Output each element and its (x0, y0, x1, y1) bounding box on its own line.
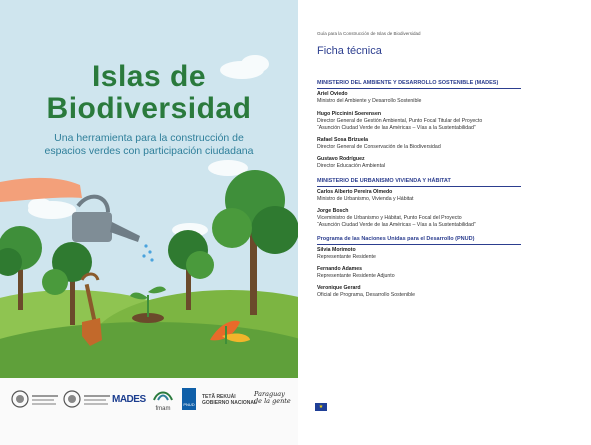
credit-role: Representante Residente Adjunto (317, 273, 395, 279)
slogan-logo (254, 391, 291, 405)
running-head: Guía para la Construcción de Islas de Biodiversidad (317, 31, 421, 36)
credit-entry (317, 189, 547, 203)
credit-entry (317, 247, 547, 261)
gobierno-line1: TETÃ REKUÁI (202, 394, 236, 400)
page-title: Ficha técnica (317, 45, 382, 57)
credit-role: Director Educación Ambiental (317, 163, 386, 169)
undp-label: PNUD (183, 402, 195, 407)
credit-name: Hugo Piccinini Soerensen (317, 111, 381, 117)
credit-role: Representante Residente (317, 254, 376, 260)
credit-entry (317, 91, 547, 105)
credit-name: Carlos Alberto Pereira Olmedo (317, 189, 393, 195)
credit-name: Fernando Adames (317, 266, 363, 272)
slogan-line2: de la gente (254, 397, 291, 405)
garden-illustration (0, 0, 298, 378)
credit-role: Oficial de Programa, Desarrollo Sostenible (317, 292, 416, 298)
slogan-line1: Paraguay (254, 390, 285, 398)
credit-name: Silvia Morimoto (317, 247, 356, 253)
ficha-tecnica-page (298, 0, 591, 445)
cover-subtitle-line2: espacios verdes con participación ciudadana (44, 145, 254, 157)
seal-logo-2 (62, 388, 112, 415)
credit-entry (317, 285, 547, 299)
section-heading-pnud: Programa de las Naciones Unidas para el Desarrollo (PNUD) (317, 236, 521, 245)
credit-role: Director General de Conservación de la Biodiversidad (317, 144, 441, 150)
seal-logo-1 (10, 388, 60, 415)
mades-logo: MADES (112, 394, 146, 405)
credit-entry (317, 156, 547, 170)
fmam-label: fmam (155, 406, 171, 412)
credit-name: Ariel Oviedo (317, 91, 348, 97)
credit-name: Jorge Bosch (317, 208, 349, 214)
cover-illustration (0, 0, 298, 378)
credit-entry (317, 266, 547, 280)
credit-role: “Asunción Ciudad Verde de las Américas – Vías a la Sustentabilidad” (317, 124, 476, 131)
section-heading-muvh: MINISTERIO DE URBANISMO VIVIENDA Y HÁBITAT (317, 178, 521, 187)
credit-role: “Asunción Ciudad Verde de las Américas – Vías a la Sustentabilidad” (317, 221, 476, 228)
gobierno-logo (202, 395, 257, 406)
credit-name: Gustavo Rodríguez (317, 156, 365, 162)
credit-name: Rafael Sosa Brizuela (317, 137, 369, 143)
credit-entry (317, 137, 547, 151)
gobierno-line2: GOBIERNO NACIONAL (202, 399, 257, 406)
undp-logo (182, 388, 196, 410)
section-heading-mades: MINISTERIO DEL AMBIENTE Y DESARROLLO SOSTENIBLE (MADES) (317, 80, 521, 89)
credit-role: Ministro de Urbanismo, Vivienda y Hábitat (317, 196, 414, 202)
cover-title-line2: Biodiversidad (46, 92, 252, 125)
cover-subtitle-line1: Una herramienta para la construcción de (54, 132, 244, 144)
credit-role: Viceministro de Urbanismo y Hábitat, Punto Focal del Proyecto (317, 215, 462, 221)
credit-entry (317, 111, 547, 131)
eu-flag-icon: ★ (315, 403, 327, 411)
cover-title-line1: Islas de (91, 60, 207, 93)
credit-name: Veronique Gerard (317, 285, 361, 291)
credit-role: Director General de Gestión Ambiental, Punto Focal Titular del Proyecto (317, 118, 483, 124)
fmam-logo (152, 388, 174, 413)
credit-entry (317, 208, 547, 228)
credit-role: Ministro del Ambiente y Desarrollo Sostenible (317, 98, 422, 104)
